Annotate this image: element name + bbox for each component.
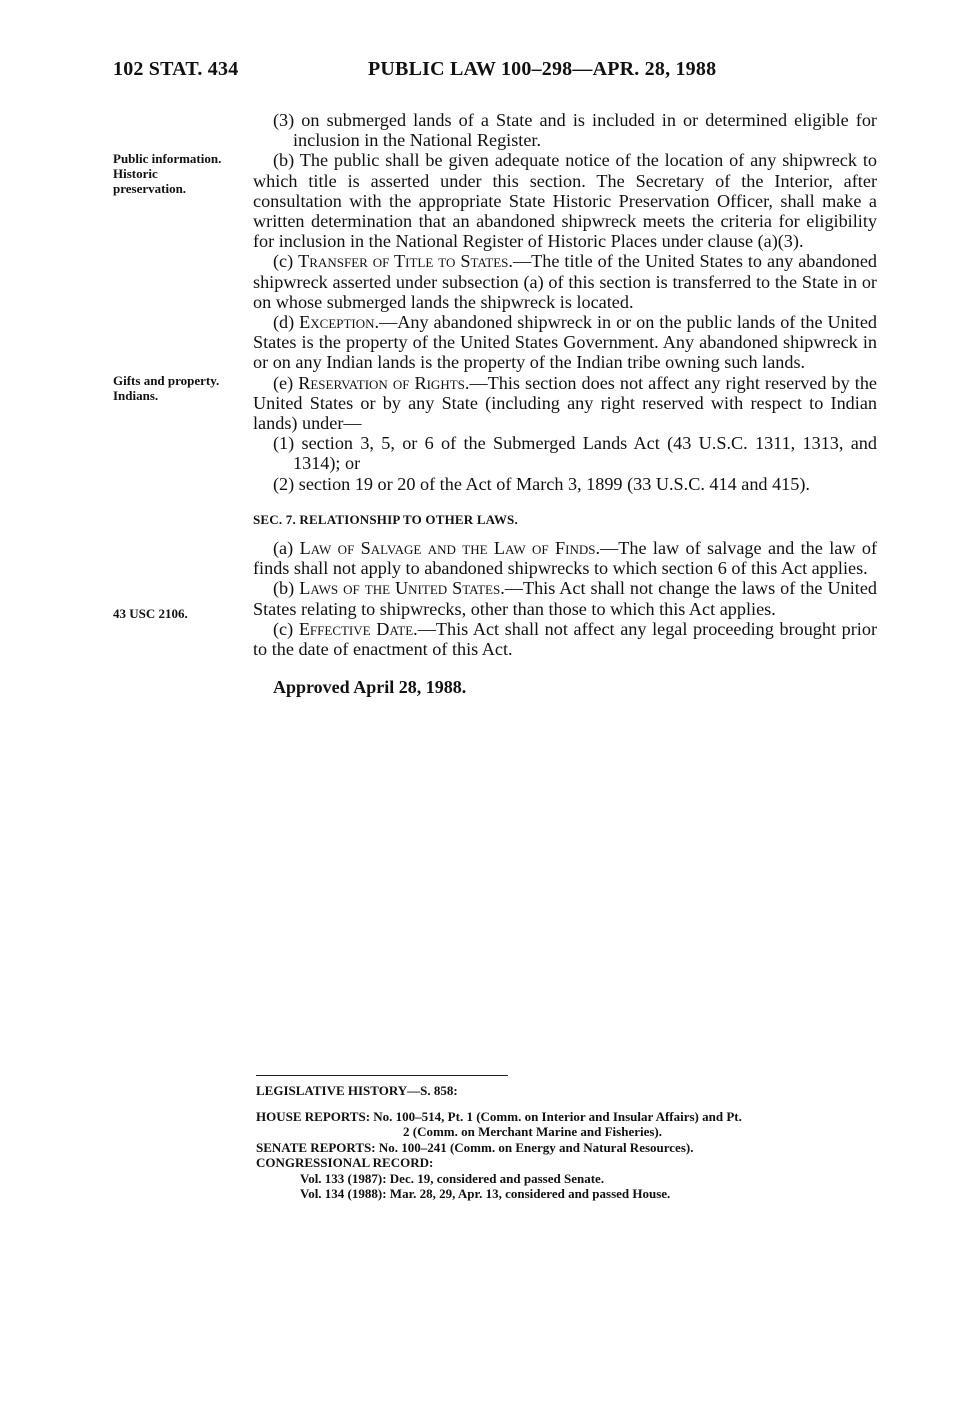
paragraph-7c-lead: (c) — [273, 618, 299, 639]
paragraph-c-lead: (c) — [273, 251, 299, 272]
legislative-history-heading: LEGISLATIVE HISTORY—S. 858: — [256, 1083, 458, 1098]
paragraph-c — [253, 251, 877, 312]
paragraph-7c-heading: Effective Date — [298, 618, 414, 639]
margin-note-gifts-property: Gifts and property. Indians. — [113, 373, 220, 403]
record-volume-134: Vol. 134 (1988): Mar. 28, 29, Apr. 13, considered and passed House. — [300, 1186, 671, 1201]
page-header-title: PUBLIC LAW 100–298—APR. 28, 1988 — [368, 58, 717, 80]
margin-note-public-information: Public information. Historic preservation. — [113, 151, 222, 196]
legislative-history — [256, 1083, 896, 1202]
paragraph-c-heading: Transfer of Title to States — [298, 251, 509, 272]
footnote-divider — [256, 1075, 508, 1076]
congressional-record-heading: CONGRESSIONAL RECORD: — [256, 1155, 434, 1170]
record-volume-133: Vol. 133 (1987): Dec. 19, considered and passed Senate. — [300, 1170, 605, 1186]
senate-reports-line: SENATE REPORTS: No. 100–241 (Comm. on Energy and Natural Resources). — [256, 1139, 694, 1155]
page-stat-number: 102 STAT. 434 — [113, 58, 239, 80]
paragraph-d-heading: Exception — [299, 312, 375, 333]
paragraph-7c — [253, 619, 877, 659]
paragraph-7b-lead: (b) — [273, 578, 300, 599]
paragraph-e2: (2) section 19 or 20 of the Act of March 3, 1899 (33 U.S.C. 414 and 415). — [273, 473, 810, 494]
paragraph-e-text: .—This section does not affect any right reserved by the United States or by any State (including any right reserved with respect to Indian lands) under— — [253, 372, 877, 434]
house-reports-line: HOUSE REPORTS: No. 100–514, Pt. 1 (Comm. on Interior and Insular Affairs) and Pt. — [256, 1108, 742, 1124]
paragraph-d — [253, 312, 877, 373]
paragraph-7a — [253, 538, 877, 578]
paragraph-e1: (1) section 3, 5, or 6 of the Submerged Lands Act (43 U.S.C. 1311, 1313, and 1314); or — [273, 433, 877, 474]
paragraph-e-heading: Reservation of Rights — [298, 372, 465, 393]
paragraph-7b-text: .—This Act shall not change the laws of the United States relating to shipwrecks, other than those to which this Act applies. — [253, 578, 877, 619]
paragraph-e — [253, 373, 877, 434]
paragraph-c-text: .—The title of the United States to any abandoned shipwreck asserted under subsection (a) of this section is transferred to the State in or on whose submerged lands the shipwreck is located. — [253, 251, 878, 312]
paragraph-7a-heading: Law of Salvage and the Law of Finds — [299, 538, 596, 559]
paragraph-d-text: .—Any abandoned shipwreck in or on the public lands of the United States is the property of the United States Government. Any abandoned shipwreck in or on any Indian lands is the property of the Indian tribe owning such lands. — [253, 312, 877, 373]
section-7-heading: SEC. 7. RELATIONSHIP TO OTHER LAWS. — [253, 511, 518, 527]
house-reports-continued: 2 (Comm. on Merchant Marine and Fisheries). — [403, 1124, 663, 1139]
paragraph-7b-heading: Laws of the United States — [299, 578, 501, 599]
paragraph-d-lead: (d) — [273, 312, 300, 333]
approval-date: Approved April 28, 1988. — [273, 677, 467, 698]
paragraph-7b — [253, 578, 877, 618]
paragraph-b: (b) The public shall be given adequate notice of the location of any shipwreck to which title is asserted under this section. The Secretary of the Interior, after consultation with the appropriate State Historic Preservation Officer, shall make a written determination that an abandoned shipwreck meets the criteria for eligibility for inclusion in the National Register of Historic Places under clause (a)(3). — [253, 150, 877, 252]
paragraph-7a-text: .—The law of salvage and the law of finds shall not apply to abandoned shipwrecks to which section 6 of this Act applies. — [253, 538, 878, 579]
paragraph-7c-text: .—This Act shall not affect any legal proceeding brought prior to the date of enactment of this Act. — [253, 618, 877, 660]
paragraph-e-lead: (e) — [273, 372, 299, 393]
paragraph-a3: (3) on submerged lands of a State and is included in or determined eligible for inclusion in the National Register. — [273, 110, 877, 151]
margin-note-usc-citation: 43 USC 2106. — [113, 606, 188, 621]
statute-body — [253, 110, 877, 697]
paragraph-7a-lead: (a) — [273, 538, 300, 559]
